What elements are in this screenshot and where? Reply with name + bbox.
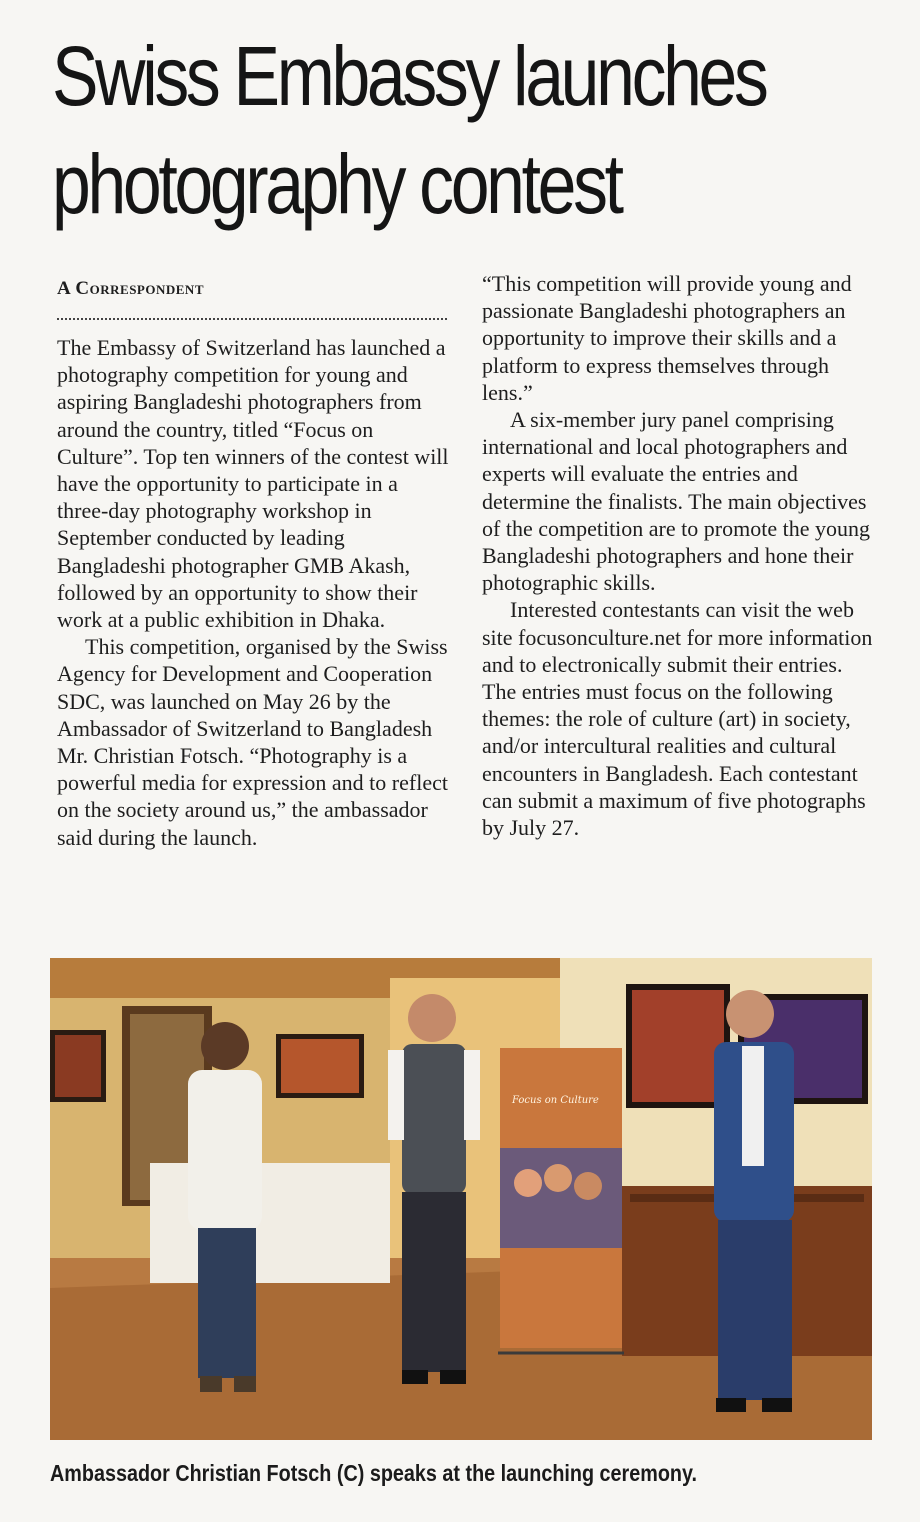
paragraph-2: This competition, organised by the Swiss Agency for Development and Cooperation SDC, was launched on May 26 by the Ambassador of Switzerland to Bangladesh Mr. Christian Fotsch. “Photography is a powerful media for expression and to reflect on the society around us,” the ambassador said during the launch. bbox=[57, 634, 448, 850]
headline bbox=[52, 22, 907, 238]
event-photo bbox=[50, 958, 872, 1440]
event-photo-illustration bbox=[50, 958, 872, 1440]
paragraph-4: A six-member jury panel comprising international and local photographers and experts will evaluate the entries and determine the finalists. The main objectives of the competition are to promote the young Bangladeshi photographers and hone their photographic skills. bbox=[482, 407, 870, 596]
headline-line-1: Swiss Embassy launches bbox=[52, 29, 766, 123]
paragraph-5: Interested contestants can visit the web site focusonculture.net for more information and to electronically submit their entries. The entries must focus on the following themes: the role of culture (art) in society, and/or intercultural realities and cultural encounters in Bangladesh. Each contestant can submit a maximum of five photographs by July 27. bbox=[482, 597, 873, 841]
photo-caption: Ambassador Christian Fotsch (C) speaks at the launching ceremony. bbox=[50, 1460, 698, 1486]
article-column-right bbox=[482, 270, 877, 841]
paragraph-1: The Embassy of Switzerland has launched a photography competition for young and aspiring Bangladeshi photographers from around the country, titled “Focus on Culture”. Top ten winners of the contest will have the opportunity to participate in a three-day photography workshop in September conducted by leading Bangladeshi photographer GMB Akash, followed by an opportunity to show their work at a public exhibition in Dhaka. bbox=[57, 335, 449, 633]
buffet-table bbox=[150, 1163, 390, 1283]
article-column-left bbox=[57, 270, 449, 851]
headline-line-2: photography contest bbox=[52, 137, 621, 231]
banner-title: Focus on Culture bbox=[512, 1095, 599, 1106]
byline: A Correspondent bbox=[57, 278, 204, 299]
dotted-divider bbox=[57, 318, 447, 320]
person-left bbox=[188, 1022, 262, 1392]
paragraph-3: “This competition will provide young and passionate Bangladeshi photographers an opportunity to improve their skills and a platform to express themselves through lens.” bbox=[482, 271, 852, 405]
focus-on-culture-banner bbox=[498, 1048, 624, 1353]
person-right bbox=[714, 990, 794, 1412]
